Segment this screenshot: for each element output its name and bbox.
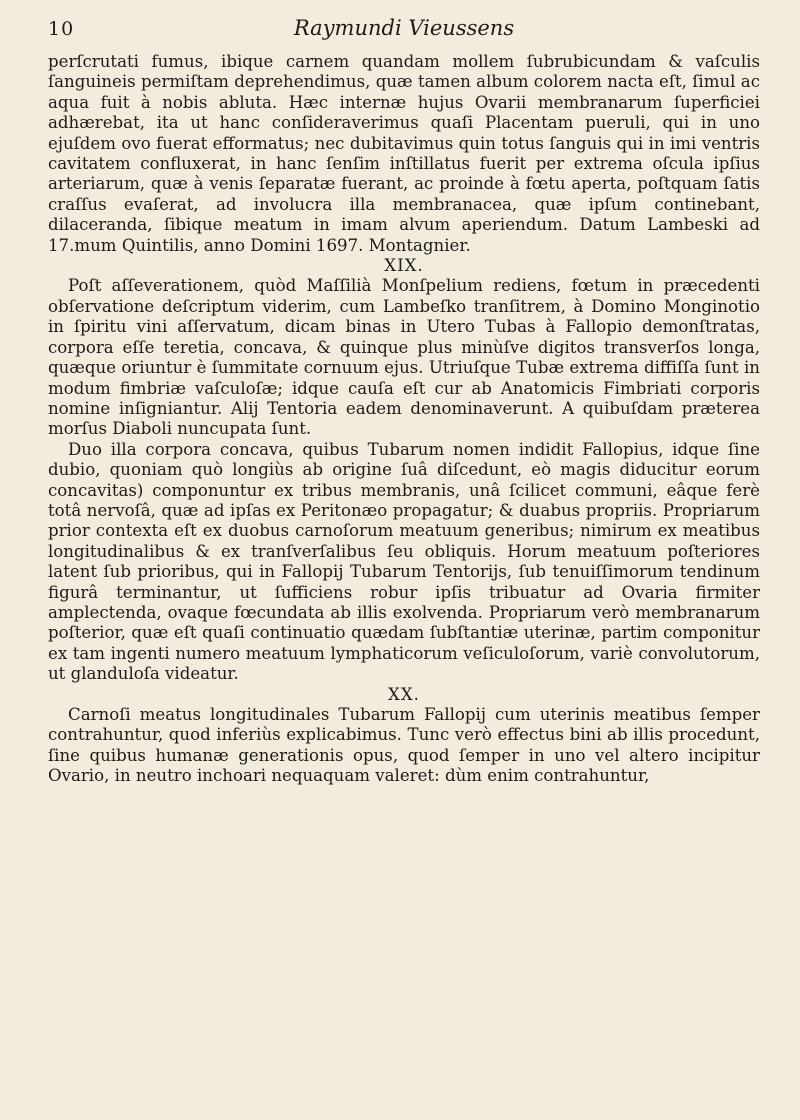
body-text [48,52,760,787]
paragraph-xix-2: Duo illa corpora concava, quibus Tubarum nomen indidit Fallopius, idque ſine dubio, quoniam quò longiùs ab origine ſuâ diſcedunt, eò magis diducitur eorum concavitas) componuntur ex tribus membranis, unâ ſcilicet communi, eâque ferè totâ nervoſâ, quæ ad ipſas ex Peritonæo propagatur; & duabus propriis. Propriarum prior contexta eſt ex duobus carnoſorum meatuum generibus; nimirum ex meatibus longitudinalibus & ex tranſverſalibus ſeu obliquis. Horum meatuum poſteriores latent ſub prioribus, qui in Fallopij Tubarum Tentorijs, ſub tenuiſſimorum tendinum figurâ terminantur, ut ſufficiens robur ipſis tribuatur ad Ovaria firmiter amplectenda, ovaque fœcundata ab illis exolvenda. Propriarum verò membranarum poſterior, quæ eſt quaſi continuatio quædam ſubſtantiæ uterinæ, partim componitur ex tam ingenti numero meatuum lymphaticorum veſiculoſorum, variè convolutorum, ut glanduloſa videatur. [48,439,760,684]
section-number-xx: XX. [388,684,420,704]
paragraph-observation-end: perſcrutati fumus, ibique carnem quandam mollem ſubrubicundam & vaſculis ſanguineis permiſtam deprehendimus, quæ tamen album colorem nacta eſt, ſimul ac aqua fuit à nobis abluta. Hæc internæ hujus Ovarii membranarum ſuperficiei adhærebat, ita ut hanc conſideraverimus quaſi Placentam pueruli, qui in uno ejuſdem ovo fuerat efformatus; nec dubitavimus quin totus ſanguis qui in imi ventris cavitatem confluxerat, in hanc ſenſim inſtillatus fuerit per extrema oſcula ipſius arteriarum, quæ à venis ſeparatæ fuerant, ac proinde à fœtu aperta, poſtquam ſatis craſſus evaſerat, ad involucra illa membranacea, quæ ipſum continebant, dilaceranda, ſibique meatum in imam alvum aperiendum. Datum Lambeski ad 17.mum Quintilis, anno Domini 1697. Montagnier. [48,52,760,255]
page-number: 10 [48,18,75,40]
book-page [48,14,760,1110]
page-header [48,14,760,52]
running-head: Raymundi Vieussens [293,16,515,40]
section-number-xix: XIX. [384,256,424,276]
paragraph-xix-1: Poſt aſſeverationem, quòd Maſſilià Monſpelium rediens, fœtum in præcedenti obſervatione deſcriptum viderim, cum Lambeſko tranſitrem, à Domino Monginotio in ſpiritu vini aſſervatum, dicam binas in Utero Tubas à Fallopio demonſtratas, corpora eſſe teretia, concava, & quinque plus minùſve digitos transverſos longa, quæque oriuntur è ſummitate cornuum ejus. Utriuſque Tubæ extrema diffiſſa ſunt in modum fimbriæ vaſculoſæ; idque cauſa eſt cur ab Anatomicis Fimbriati corporis nomine inſigniantur. Alij Tentoria eadem denominaverunt. A quibuſdam præterea morſus Diaboli nuncupata ſunt. [48,276,760,439]
paragraph-xx-1: Carnoſi meatus longitudinales Tubarum Fallopij cum uterinis meatibus ſemper contrahuntur, quod inferiùs explicabimus. Tunc verò effectus bini ab illis procedunt, ſine quibus humanæ generationis opus, quod ſemper in uno vel altero incipitur Ovario, in neutro inchoari nequaquam valeret: dùm enim contrahuntur, [48,705,760,786]
